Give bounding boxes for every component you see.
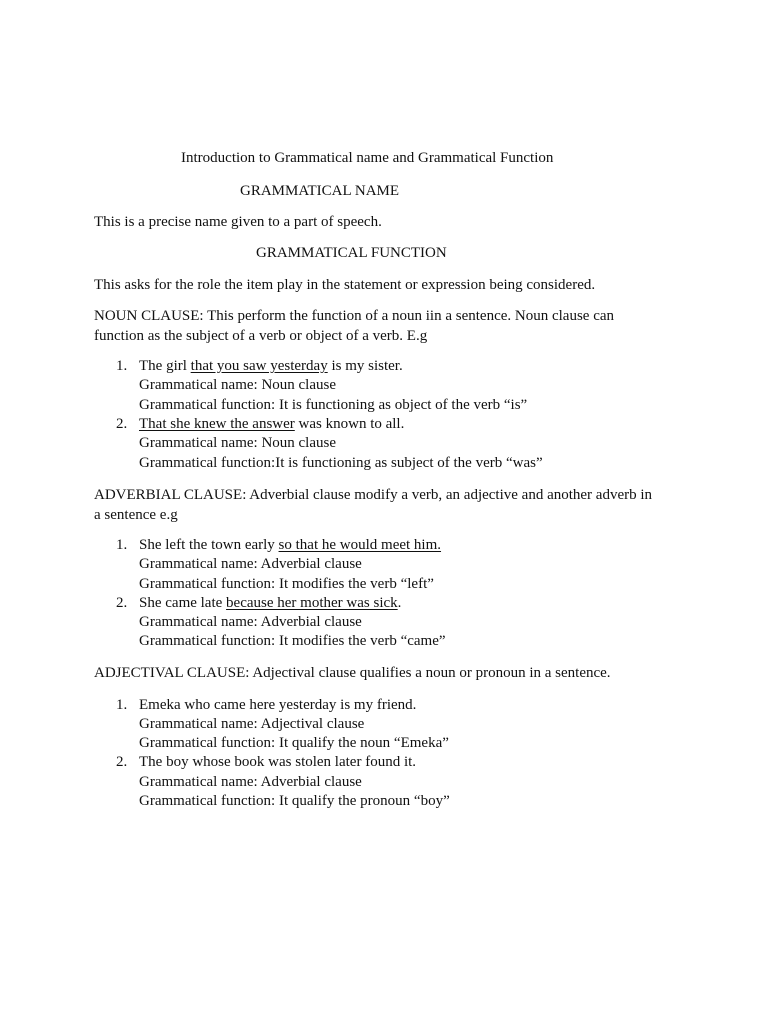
grammatical-name-definition: This is a precise name given to a part of speech. bbox=[94, 214, 382, 230]
sentence-text: . bbox=[397, 595, 402, 611]
noun-clause-intro-line1: NOUN CLAUSE: This perform the function of a noun iin a sentence. Noun clause can bbox=[94, 308, 615, 324]
grammatical-name-line: Grammatical name: Adverbial clause bbox=[139, 614, 362, 630]
grammatical-function-line: Grammatical function: It modifies the verb “left” bbox=[139, 576, 434, 592]
sentence-text: She left the town early bbox=[139, 537, 279, 553]
adjectival-clause-intro: ADJECTIVAL CLAUSE: Adjectival clause qualifies a noun or pronoun in a sentence. bbox=[94, 665, 611, 681]
example-sentence bbox=[139, 357, 403, 375]
sentence-text: is my sister. bbox=[327, 358, 403, 374]
example-sentence: Emeka who came here yesterday is my friend. bbox=[139, 697, 417, 713]
grammatical-function-line: Grammatical function: It is functioning as object of the verb “is” bbox=[139, 397, 528, 413]
grammatical-function-line: Grammatical function: It qualify the noun “Emeka” bbox=[139, 735, 449, 751]
grammatical-name-line: Grammatical name: Adjectival clause bbox=[139, 716, 365, 732]
grammatical-function-line: Grammatical function: It modifies the verb “came” bbox=[139, 633, 446, 649]
grammatical-name-line: Grammatical name: Noun clause bbox=[139, 377, 337, 393]
list-number: 1. bbox=[116, 537, 128, 553]
underlined-clause: that you saw yesterday bbox=[190, 358, 328, 374]
example-sentence bbox=[139, 594, 401, 612]
grammatical-name-line: Grammatical name: Noun clause bbox=[139, 435, 337, 451]
grammatical-function-definition: This asks for the role the item play in the statement or expression being considered. bbox=[94, 277, 596, 293]
grammatical-function-line: Grammatical function: It qualify the pronoun “boy” bbox=[139, 793, 450, 809]
list-number: 1. bbox=[116, 358, 128, 374]
underlined-clause: because her mother was sick bbox=[226, 595, 398, 611]
sentence-text: was known to all. bbox=[294, 416, 405, 432]
list-number: 2. bbox=[116, 416, 128, 432]
list-number: 2. bbox=[116, 754, 128, 770]
heading-grammatical-name: GRAMMATICAL NAME bbox=[240, 183, 400, 199]
noun-clause-intro-line2: function as the subject of a verb or object of a verb. E.g bbox=[94, 328, 428, 344]
sentence-text: The girl bbox=[139, 358, 191, 374]
list-number: 1. bbox=[116, 697, 128, 713]
sentence-text: She came late bbox=[139, 595, 227, 611]
heading-grammatical-function: GRAMMATICAL FUNCTION bbox=[256, 245, 447, 261]
grammatical-function-line: Grammatical function:It is functioning as subject of the verb “was” bbox=[139, 455, 543, 471]
underlined-clause: so that he would meet him. bbox=[278, 537, 442, 553]
grammatical-name-line: Grammatical name: Adverbial clause bbox=[139, 556, 362, 572]
adverbial-clause-intro-line2: a sentence e.g bbox=[94, 507, 178, 523]
grammatical-name-line: Grammatical name: Adverbial clause bbox=[139, 774, 362, 790]
example-sentence bbox=[139, 536, 441, 554]
adverbial-clause-intro-line1: ADVERBIAL CLAUSE: Adverbial clause modify a verb, an adjective and another adverb in bbox=[94, 487, 653, 503]
example-sentence: The boy whose book was stolen later found it. bbox=[139, 754, 417, 770]
list-number: 2. bbox=[116, 595, 128, 611]
underlined-clause: That she knew the answer bbox=[139, 416, 295, 432]
example-sentence bbox=[139, 415, 404, 433]
document-title: Introduction to Grammatical name and Grammatical Function bbox=[181, 150, 554, 166]
